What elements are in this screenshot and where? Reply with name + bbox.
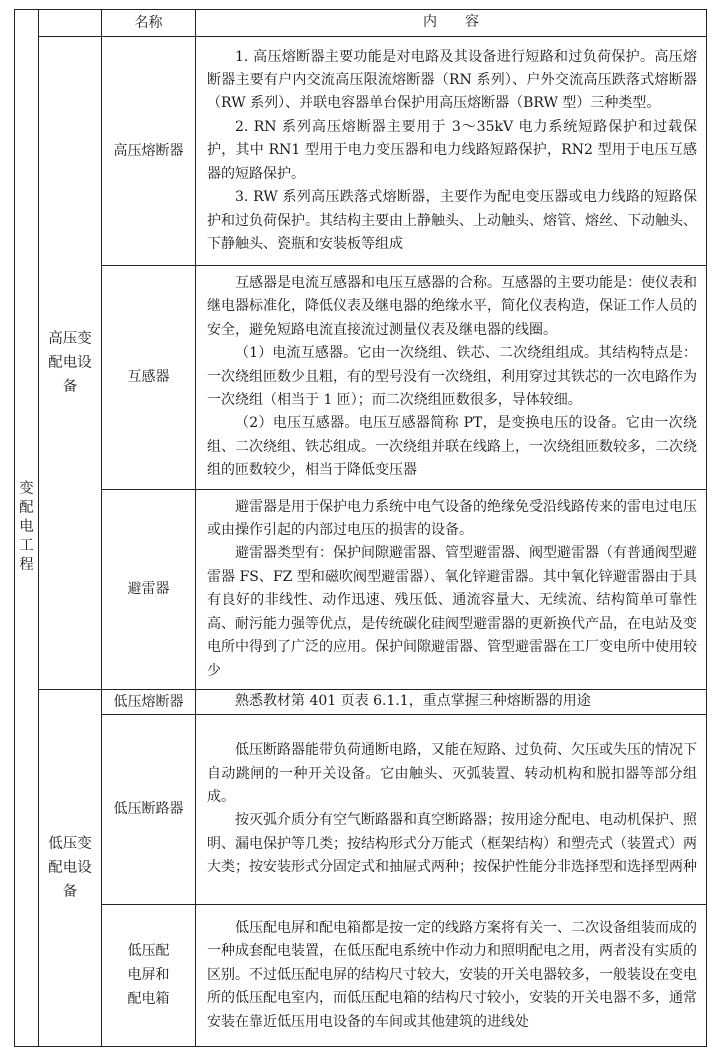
item-name: 避雷器 — [102, 489, 196, 689]
content-paragraph: （2）电压互感器。电压互感器简称 PT，是变换电压的设备。它由一次绕组、二次绕组、铁芯组成。一次绕组并联在线路上，一次绕组匝数较多，二次绕组的匝数较少，相当于降低变压器 — [207, 415, 697, 479]
table-row — [15, 689, 707, 714]
header-name-cell: 名称 — [102, 10, 196, 37]
engineering-content-table — [14, 9, 707, 1047]
content-paragraph: 互感器是电流互感器和电压互感器的合称。互感器的主要功能是：使仪表和继电器标准化，降低仪表及继电器的绝缘水平，简化仪表构造，保证工作人员的安全，避免短路电流直接流过测量仪表及继电器的线圈。 — [207, 275, 697, 338]
content-paragraph: 1. 高压熔断器主要功能是对电路及其设备进行短路和过负荷保护。高压熔断器主要有户内交流高压限流熔断器（RN 系列）、户外交流高压跌落式熔断器（RW 系列）、并联电容器单台保护用高压熔断器（BRW 型）三种类型。 — [207, 48, 697, 112]
content-paragraph: 低压配电屏和配电箱都是按一定的线路方案将有关一、二次设备组装而成的一种成套配电装置，在低压配电系统中作动力和照明配电之用，两者没有实质的区别。不过低压配电屏的结构尺寸较大，安装的开关电器较多，一般装设在变电所的低压配电室内，而低压配电箱的结构尺寸较小，安装的开关电器不多，通常安装在靠近低压用电设备的车间或其他建筑的进线处 — [207, 919, 697, 1030]
content-paragraph: 熟悉教材第 401 页表 6.1.1，重点掌握三种熔断器的用途 — [235, 693, 591, 710]
item-content — [196, 904, 707, 1046]
item-name: 低压熔断器 — [102, 689, 196, 714]
table-row — [15, 489, 707, 689]
item-name — [102, 904, 196, 1046]
table-row — [15, 266, 707, 490]
item-content — [196, 714, 707, 904]
item-content — [196, 689, 707, 714]
content-paragraph: 2. RN 系列高压熔断器主要用于 3～35kV 电力系统短路保护和过载保护，其中 RN1 型用于电力变压器和电力线路短路保护，RN2 型用于电压互感器的短路保护。 — [207, 118, 697, 182]
group-label: 高压变配电设备 — [48, 330, 92, 395]
table-header-row — [15, 10, 707, 37]
item-content — [196, 489, 707, 689]
group-label: 低压变配电设备 — [48, 835, 92, 900]
content-paragraph: 按灭弧介质分有空气断路器和真空断路器；按用途分配电、电动机保护、照明、漏电保护等几类；按结构形式分万能式（框架结构）和塑壳式（装置式）两大类；按安装形式分固定式和抽屉式两种；按保护性能分非选择型和选择型两种 — [207, 812, 697, 876]
group-cell-high-voltage — [39, 37, 102, 690]
header-content-cell: 内 容 — [196, 10, 707, 37]
content-paragraph: 3. RW 系列高压跌落式熔断器，主要作为配电变压器或电力线路的短路保护和过负荷保护。其结构主要由上静触头、上动触头、熔管、熔丝、下动触头、下静触头、瓷瓶和安装板等组成 — [207, 189, 697, 252]
table-row — [15, 714, 707, 904]
item-content — [196, 266, 707, 490]
content-paragraph: （1）电流互感器。它由一次绕组、铁芯、二次绕组组成。其结构特点是：一次绕组匝数少且粗，有的型号没有一次绕组，利用穿过其铁芯的一次电路作为一次绕组（相当于 1 匝）；而二次绕组匝数很多，导体较细。 — [207, 345, 697, 409]
section-label: 变配电工程 — [19, 481, 34, 574]
table-row — [15, 37, 707, 266]
header-blank-cell — [39, 10, 102, 37]
item-name: 高压熔断器 — [102, 37, 196, 266]
item-name: 互感器 — [102, 266, 196, 490]
table-row — [15, 904, 707, 1046]
group-cell-low-voltage — [39, 689, 102, 1046]
section-cell — [15, 10, 39, 1047]
content-paragraph: 避雷器类型有：保护间隙避雷器、管型避雷器、阀型避雷器（有普通阀型避雷器 FS、FZ 型和磁吹阀型避雷器）、氧化锌避雷器。其中氧化锌避雷器由于具有良好的非线性、动作迅速、残压低、通流容量大、无续流、结构简单可靠性高、耐污能力强等优点，是传统碳化硅阀型避雷器的更新换代产品，在电站及变电所中得到了广泛的应用。保护间隙避雷器、管型避雷器在工厂变电所中使用较少 — [207, 545, 697, 679]
content-paragraph: 避雷器是用于保护电力系统中电气设备的绝缘免受沿线路传来的雷电过电压或由操作引起的内部过电压的损害的设备。 — [207, 498, 697, 539]
item-content — [196, 37, 707, 266]
content-paragraph: 低压断路器能带负荷通断电路，又能在短路、过负荷、欠压或失压的情况下自动跳闸的一种开关设备。它由触头、灭弧装置、转动机构和脱扣器等部分组成。 — [207, 742, 697, 805]
item-name-text: 低压配电屏和配电箱 — [127, 943, 170, 1008]
item-name: 低压断路器 — [102, 714, 196, 904]
